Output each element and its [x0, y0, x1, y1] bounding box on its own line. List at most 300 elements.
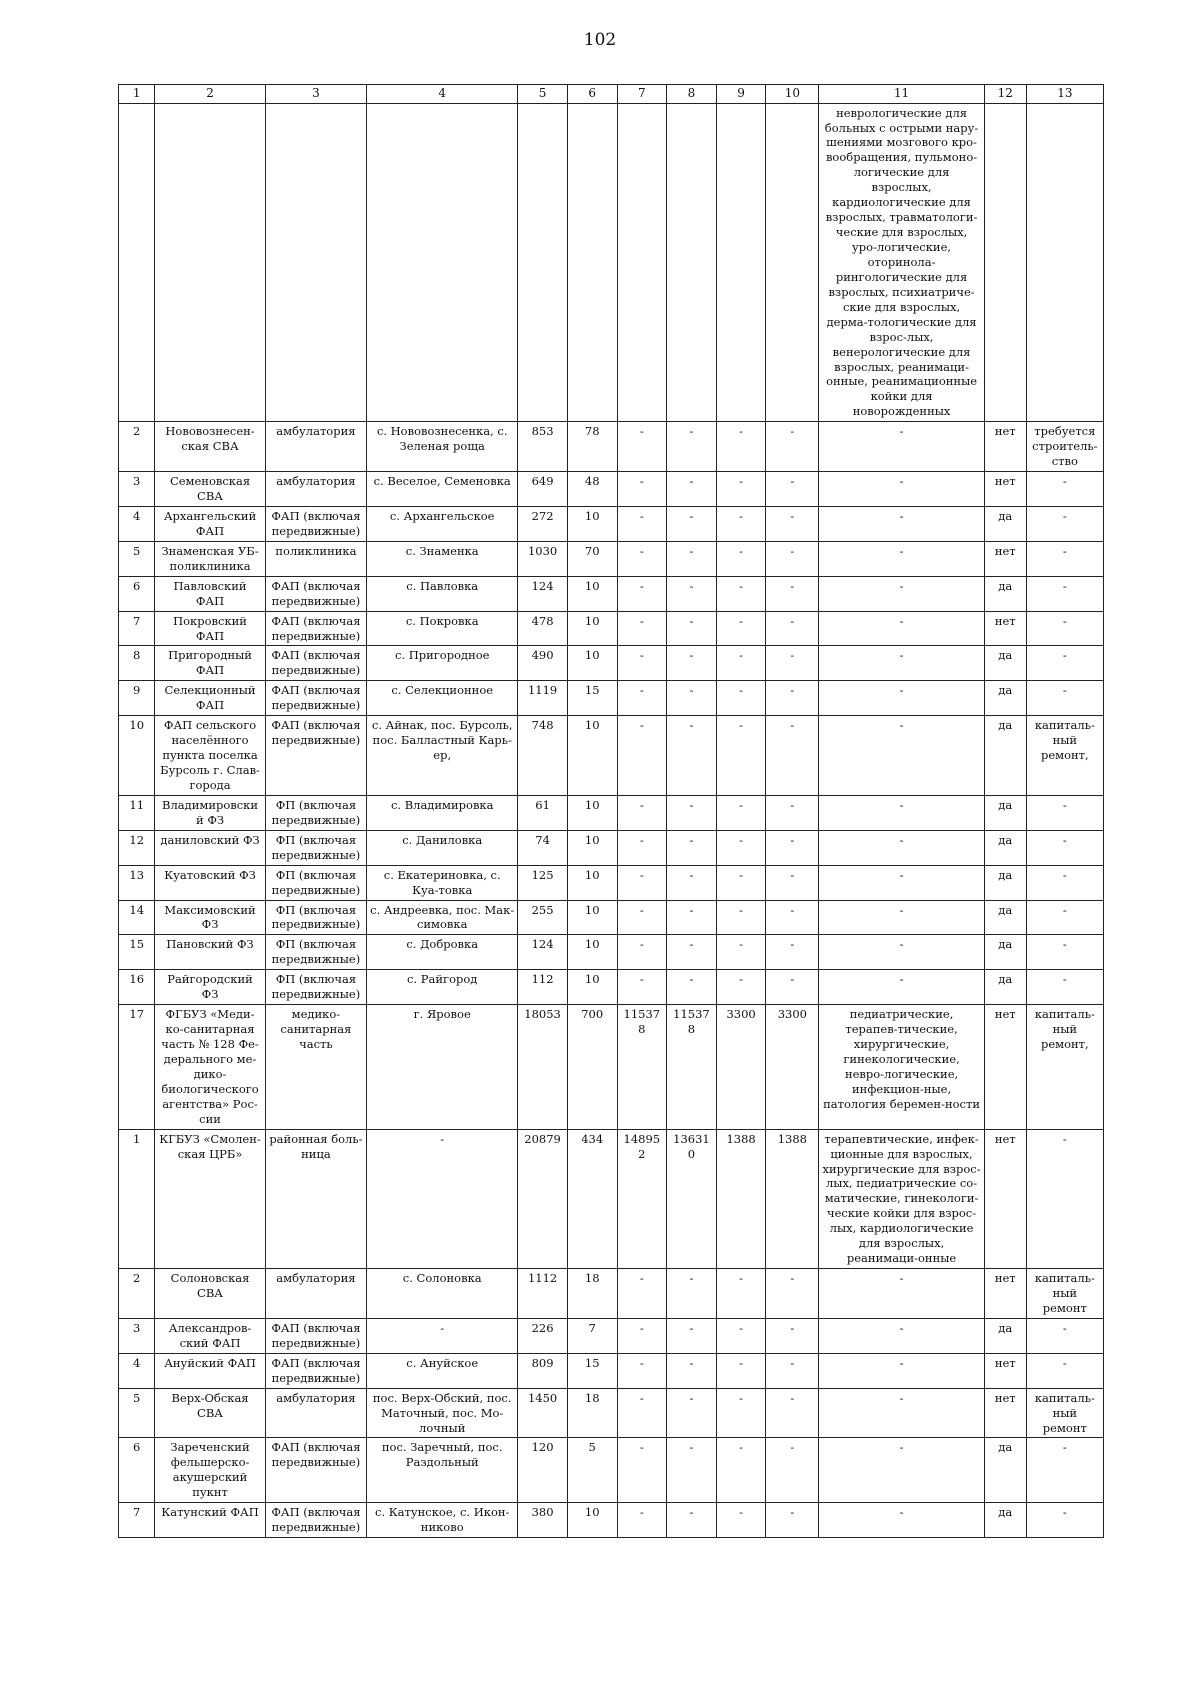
value-cell: -	[766, 472, 819, 507]
settlements-cell: -	[367, 1318, 518, 1353]
value-cell: 5	[567, 1438, 617, 1503]
row-number-cell: 16	[119, 970, 155, 1005]
status-cell: да	[984, 865, 1026, 900]
facility-name-cell: даниловский ФЗ	[155, 830, 265, 865]
value-cell: -	[716, 1438, 766, 1503]
table-row	[119, 576, 1104, 611]
status-cell: да	[984, 1438, 1026, 1503]
value-cell: -	[766, 935, 819, 970]
facility-type-cell: амбулатория	[265, 1388, 366, 1438]
facility-type-cell: амбулатория	[265, 422, 366, 472]
table-row	[119, 795, 1104, 830]
value-cell: 15	[567, 1353, 617, 1388]
facility-type-cell: ФП (включая передвижные)	[265, 900, 366, 935]
column-number-header	[119, 85, 1104, 104]
value-cell: -	[716, 1353, 766, 1388]
settlements-cell: с. Даниловка	[367, 830, 518, 865]
status-cell: нет	[984, 1005, 1026, 1130]
value-cell: -	[667, 795, 717, 830]
value-cell: -	[766, 681, 819, 716]
table-row	[119, 970, 1104, 1005]
status-cell: да	[984, 830, 1026, 865]
value-cell: 78	[567, 422, 617, 472]
value-cell: -	[716, 795, 766, 830]
bed-profiles-cell: -	[819, 422, 984, 472]
table-row	[119, 1005, 1104, 1130]
note-cell: требуется строитель-ство	[1026, 422, 1103, 472]
value-cell: -	[716, 865, 766, 900]
value-cell: -	[766, 1318, 819, 1353]
value-cell: -	[617, 681, 667, 716]
value-cell: -	[667, 1269, 717, 1319]
note-cell: -	[1026, 472, 1103, 507]
value-cell: 1388	[716, 1129, 766, 1268]
value-cell: -	[617, 1318, 667, 1353]
value-cell: -	[766, 541, 819, 576]
row-number-cell: 4	[119, 506, 155, 541]
value-cell: 115378	[667, 1005, 717, 1130]
facility-type-cell: ФАП (включая передвижные)	[265, 1438, 366, 1503]
settlements-cell: с. Солоновка	[367, 1269, 518, 1319]
settlements-cell: с. Селекционное	[367, 681, 518, 716]
value-cell: 10	[567, 795, 617, 830]
settlements-cell: с. Владимировка	[367, 795, 518, 830]
bed-profiles-cell: -	[819, 1353, 984, 1388]
column-header: 6	[567, 85, 617, 104]
value-cell: -	[716, 830, 766, 865]
row-number-cell: 11	[119, 795, 155, 830]
value-cell: 10	[567, 576, 617, 611]
bed-profiles-cell: -	[819, 681, 984, 716]
table-row	[119, 716, 1104, 796]
row-number-cell: 9	[119, 681, 155, 716]
note-cell: -	[1026, 576, 1103, 611]
bed-profiles-cell: -	[819, 1438, 984, 1503]
column-header: 1	[119, 85, 155, 104]
value-cell: -	[667, 422, 717, 472]
value-cell: -	[617, 1353, 667, 1388]
value-cell: -	[667, 970, 717, 1005]
row-number-cell: 13	[119, 865, 155, 900]
value-cell: 120	[518, 1438, 568, 1503]
bed-profiles-cell: педиатрические, терапев-тические, хирургические, гинекологические, невро-логические, инфекцион-ные, патология беремен-ности	[819, 1005, 984, 1130]
facility-type-cell: ФАП (включая передвижные)	[265, 576, 366, 611]
facility-type-cell: ФП (включая передвижные)	[265, 935, 366, 970]
value-cell: -	[617, 716, 667, 796]
bed-profiles-cell: -	[819, 506, 984, 541]
facility-type-cell: ФАП (включая передвижные)	[265, 1353, 366, 1388]
table-cell	[984, 103, 1026, 422]
value-cell: -	[617, 970, 667, 1005]
value-cell: -	[667, 506, 717, 541]
bed-profiles-cell: -	[819, 1318, 984, 1353]
note-cell: -	[1026, 795, 1103, 830]
settlements-cell: пос. Верх-Обский, пос. Маточный, пос. Мо-лочный	[367, 1388, 518, 1438]
bed-profiles-cell: -	[819, 935, 984, 970]
column-header: 11	[819, 85, 984, 104]
value-cell: -	[716, 900, 766, 935]
value-cell: -	[617, 1269, 667, 1319]
table-row	[119, 935, 1104, 970]
value-cell: 1030	[518, 541, 568, 576]
value-cell: 7	[567, 1318, 617, 1353]
row-number-cell: 2	[119, 422, 155, 472]
table-row	[119, 830, 1104, 865]
value-cell: -	[617, 865, 667, 900]
settlements-cell: с. Архангельское	[367, 506, 518, 541]
value-cell: 700	[567, 1005, 617, 1130]
column-header: 8	[667, 85, 717, 104]
table-row	[119, 646, 1104, 681]
table-row	[119, 865, 1104, 900]
facility-type-cell: ФАП (включая передвижные)	[265, 1318, 366, 1353]
value-cell: -	[716, 422, 766, 472]
settlements-cell: с. Катунское, с. Икон-никово	[367, 1503, 518, 1538]
facility-name-cell: КГБУЗ «Смолен-ская ЦРБ»	[155, 1129, 265, 1268]
bed-profiles-cell: -	[819, 900, 984, 935]
settlements-cell: с. Айнак, пос. Бурсоль, пос. Балластный Карь-ер,	[367, 716, 518, 796]
status-cell: нет	[984, 1388, 1026, 1438]
table-row	[119, 422, 1104, 472]
value-cell: 112	[518, 970, 568, 1005]
settlements-cell: с. Нововознесенка, с. Зеленая роща	[367, 422, 518, 472]
value-cell: 3300	[716, 1005, 766, 1130]
settlements-cell: с. Екатериновка, с. Куа-товка	[367, 865, 518, 900]
note-cell: -	[1026, 935, 1103, 970]
value-cell: 380	[518, 1503, 568, 1538]
facility-name-cell: Покровский ФАП	[155, 611, 265, 646]
value-cell: -	[617, 506, 667, 541]
value-cell: -	[617, 1503, 667, 1538]
settlements-cell: с. Веселое, Семеновка	[367, 472, 518, 507]
table-cell	[766, 103, 819, 422]
settlements-cell: с. Андреевка, пос. Мак-симовка	[367, 900, 518, 935]
value-cell: 748	[518, 716, 568, 796]
status-cell: нет	[984, 1129, 1026, 1268]
settlements-cell: с. Знаменка	[367, 541, 518, 576]
row-number-cell: 6	[119, 1438, 155, 1503]
value-cell: -	[766, 1438, 819, 1503]
settlements-cell: с. Ануйское	[367, 1353, 518, 1388]
value-cell: -	[766, 1353, 819, 1388]
note-cell: -	[1026, 1353, 1103, 1388]
value-cell: 255	[518, 900, 568, 935]
value-cell: -	[667, 830, 717, 865]
status-cell: нет	[984, 541, 1026, 576]
facility-name-cell: Зареченский фельшерско-акушерский пукнт	[155, 1438, 265, 1503]
status-cell: нет	[984, 422, 1026, 472]
value-cell: -	[716, 1318, 766, 1353]
value-cell: 48	[567, 472, 617, 507]
facility-type-cell: ФП (включая передвижные)	[265, 830, 366, 865]
value-cell: 649	[518, 472, 568, 507]
value-cell: -	[667, 900, 717, 935]
bed-profiles-cell: -	[819, 970, 984, 1005]
value-cell: 148952	[617, 1129, 667, 1268]
row-number-cell: 8	[119, 646, 155, 681]
value-cell: -	[766, 422, 819, 472]
table-row	[119, 541, 1104, 576]
facility-type-cell: ФП (включая передвижные)	[265, 795, 366, 830]
value-cell: 3300	[766, 1005, 819, 1130]
value-cell: -	[766, 900, 819, 935]
status-cell: да	[984, 506, 1026, 541]
column-header: 10	[766, 85, 819, 104]
note-cell: -	[1026, 1438, 1103, 1503]
status-cell: да	[984, 1318, 1026, 1353]
value-cell: -	[716, 576, 766, 611]
value-cell: -	[667, 865, 717, 900]
facility-name-cell: Райгородский ФЗ	[155, 970, 265, 1005]
value-cell: 136310	[667, 1129, 717, 1268]
value-cell: -	[716, 1269, 766, 1319]
page-number: 102	[583, 30, 617, 50]
value-cell: -	[667, 576, 717, 611]
value-cell: -	[766, 716, 819, 796]
facility-name-cell: Максимовский ФЗ	[155, 900, 265, 935]
row-number-cell: 1	[119, 1129, 155, 1268]
status-cell: да	[984, 716, 1026, 796]
table-cell	[265, 103, 366, 422]
row-number-cell: 7	[119, 1503, 155, 1538]
value-cell: -	[716, 541, 766, 576]
value-cell: -	[617, 1438, 667, 1503]
value-cell: -	[617, 611, 667, 646]
value-cell: 10	[567, 865, 617, 900]
settlements-cell: г. Яровое	[367, 1005, 518, 1130]
status-cell: да	[984, 646, 1026, 681]
status-cell: да	[984, 576, 1026, 611]
value-cell: -	[667, 935, 717, 970]
facility-name-cell: Пановский ФЗ	[155, 935, 265, 970]
value-cell: -	[716, 472, 766, 507]
note-cell: -	[1026, 970, 1103, 1005]
value-cell: 18053	[518, 1005, 568, 1130]
value-cell: -	[617, 422, 667, 472]
value-cell: 226	[518, 1318, 568, 1353]
row-number-cell: 14	[119, 900, 155, 935]
value-cell: -	[617, 1388, 667, 1438]
table-cell	[716, 103, 766, 422]
status-cell: да	[984, 970, 1026, 1005]
facility-type-cell: ФАП (включая передвижные)	[265, 611, 366, 646]
value-cell: 10	[567, 611, 617, 646]
facility-name-cell: Александров-ский ФАП	[155, 1318, 265, 1353]
row-number-cell: 4	[119, 1353, 155, 1388]
note-cell: -	[1026, 1129, 1103, 1268]
facility-type-cell: ФАП (включая передвижные)	[265, 506, 366, 541]
value-cell: 70	[567, 541, 617, 576]
value-cell: 20879	[518, 1129, 568, 1268]
facility-name-cell: Солоновская СВА	[155, 1269, 265, 1319]
table-cell	[1026, 103, 1103, 422]
facility-name-cell: Павловский ФАП	[155, 576, 265, 611]
value-cell: -	[766, 1269, 819, 1319]
bed-profiles-cell: -	[819, 472, 984, 507]
facility-name-cell: Архангельский ФАП	[155, 506, 265, 541]
value-cell: 10	[567, 935, 617, 970]
column-header: 9	[716, 85, 766, 104]
value-cell: 18	[567, 1269, 617, 1319]
value-cell: 125	[518, 865, 568, 900]
settlements-cell: с. Райгород	[367, 970, 518, 1005]
bed-profiles-cell: -	[819, 1269, 984, 1319]
value-cell: -	[766, 865, 819, 900]
value-cell: 1450	[518, 1388, 568, 1438]
value-cell: -	[617, 935, 667, 970]
value-cell: 74	[518, 830, 568, 865]
value-cell: 18	[567, 1388, 617, 1438]
column-header: 2	[155, 85, 265, 104]
table-row	[119, 900, 1104, 935]
settlements-cell: с. Покровка	[367, 611, 518, 646]
row-number-cell: 17	[119, 1005, 155, 1130]
value-cell: -	[716, 1388, 766, 1438]
bed-profiles-cell: -	[819, 611, 984, 646]
value-cell: 1112	[518, 1269, 568, 1319]
value-cell: -	[766, 1503, 819, 1538]
value-cell: -	[617, 472, 667, 507]
table-cell	[518, 103, 568, 422]
value-cell: -	[766, 576, 819, 611]
bed-profiles-cell: -	[819, 865, 984, 900]
value-cell: -	[667, 472, 717, 507]
row-number-cell: 3	[119, 472, 155, 507]
facility-type-cell: ФП (включая передвижные)	[265, 970, 366, 1005]
facility-type-cell: ФАП (включая передвижные)	[265, 716, 366, 796]
row-number-cell: 15	[119, 935, 155, 970]
value-cell: -	[667, 681, 717, 716]
value-cell: -	[667, 541, 717, 576]
note-cell: -	[1026, 1503, 1103, 1538]
value-cell: -	[766, 611, 819, 646]
bed-profiles-cell: -	[819, 541, 984, 576]
value-cell: 478	[518, 611, 568, 646]
note-cell: -	[1026, 611, 1103, 646]
table-cell	[367, 103, 518, 422]
value-cell: 10	[567, 900, 617, 935]
column-header: 13	[1026, 85, 1103, 104]
row-number-cell: 5	[119, 1388, 155, 1438]
facility-type-cell: амбулатория	[265, 472, 366, 507]
value-cell: -	[617, 900, 667, 935]
table-row	[119, 611, 1104, 646]
value-cell: -	[617, 541, 667, 576]
facility-name-cell: Семеновская СВА	[155, 472, 265, 507]
facility-name-cell: Катунский ФАП	[155, 1503, 265, 1538]
value-cell: -	[766, 646, 819, 681]
value-cell: -	[667, 1503, 717, 1538]
note-cell: -	[1026, 506, 1103, 541]
value-cell: -	[667, 646, 717, 681]
table-row	[119, 1129, 1104, 1268]
facility-name-cell: Владимировский ФЗ	[155, 795, 265, 830]
note-cell: капиталь-ный ремонт	[1026, 1388, 1103, 1438]
value-cell: -	[716, 970, 766, 1005]
value-cell: -	[716, 611, 766, 646]
value-cell: -	[716, 506, 766, 541]
status-cell: да	[984, 681, 1026, 716]
table-cell	[617, 103, 667, 422]
row-number-cell: 6	[119, 576, 155, 611]
value-cell: -	[617, 576, 667, 611]
value-cell: -	[667, 611, 717, 646]
bed-profiles-cell: -	[819, 1388, 984, 1438]
row-number-cell: 3	[119, 1318, 155, 1353]
table-row	[119, 681, 1104, 716]
value-cell: 809	[518, 1353, 568, 1388]
value-cell: -	[667, 1318, 717, 1353]
value-cell: -	[766, 795, 819, 830]
facility-name-cell: Селекционный ФАП	[155, 681, 265, 716]
note-cell: -	[1026, 900, 1103, 935]
note-cell: -	[1026, 830, 1103, 865]
column-header: 7	[617, 85, 667, 104]
bed-profiles-cell: -	[819, 830, 984, 865]
value-cell: 124	[518, 935, 568, 970]
facility-type-cell: районная боль-ница	[265, 1129, 366, 1268]
value-cell: -	[716, 681, 766, 716]
value-cell: 10	[567, 716, 617, 796]
status-cell: да	[984, 1503, 1026, 1538]
bed-profiles-cell: терапевтические, инфек-ционные для взрослых, хирургические для взрос-лых, педиатрические со-матические, гинекологи-ческие койки для взрос-лых, кардиологические для взрослых, реанимаци-онные	[819, 1129, 984, 1268]
row-number-cell: 5	[119, 541, 155, 576]
value-cell: -	[617, 830, 667, 865]
facility-type-cell: ФАП (включая передвижные)	[265, 1503, 366, 1538]
facility-name-cell: Знаменская УБ-поликлиника	[155, 541, 265, 576]
row-number-cell: 10	[119, 716, 155, 796]
status-cell: да	[984, 935, 1026, 970]
value-cell: 15	[567, 681, 617, 716]
value-cell: 10	[567, 830, 617, 865]
note-cell: -	[1026, 681, 1103, 716]
value-cell: 272	[518, 506, 568, 541]
value-cell: -	[766, 506, 819, 541]
value-cell: -	[766, 970, 819, 1005]
value-cell: 10	[567, 506, 617, 541]
column-header: 5	[518, 85, 568, 104]
value-cell: 434	[567, 1129, 617, 1268]
value-cell: -	[716, 1503, 766, 1538]
value-cell: -	[667, 716, 717, 796]
facility-type-cell: амбулатория	[265, 1269, 366, 1319]
facility-name-cell: ФГБУЗ «Меди-ко-санитарная часть № 128 Фе-дерального ме-дико-биологического агентства» Рос-сии	[155, 1005, 265, 1130]
table-row	[119, 506, 1104, 541]
status-cell: нет	[984, 472, 1026, 507]
note-cell: капиталь-ный ремонт,	[1026, 716, 1103, 796]
row-number-cell: 12	[119, 830, 155, 865]
note-cell: капиталь-ный ремонт,	[1026, 1005, 1103, 1130]
facility-type-cell: ФП (включая передвижные)	[265, 865, 366, 900]
facility-name-cell: Верх-Обская СВА	[155, 1388, 265, 1438]
settlements-cell: с. Павловка	[367, 576, 518, 611]
value-cell: -	[716, 716, 766, 796]
facility-type-cell: ФАП (включая передвижные)	[265, 646, 366, 681]
facility-name-cell: Куатовский ФЗ	[155, 865, 265, 900]
status-cell: нет	[984, 611, 1026, 646]
table-cell	[155, 103, 265, 422]
value-cell: 490	[518, 646, 568, 681]
status-cell: да	[984, 795, 1026, 830]
facilities-table	[118, 84, 1104, 1538]
table-row	[119, 1353, 1104, 1388]
column-header: 3	[265, 85, 366, 104]
continuation-row	[119, 103, 1104, 422]
value-cell: 61	[518, 795, 568, 830]
value-cell: 1388	[766, 1129, 819, 1268]
table-row	[119, 472, 1104, 507]
value-cell: 10	[567, 970, 617, 1005]
